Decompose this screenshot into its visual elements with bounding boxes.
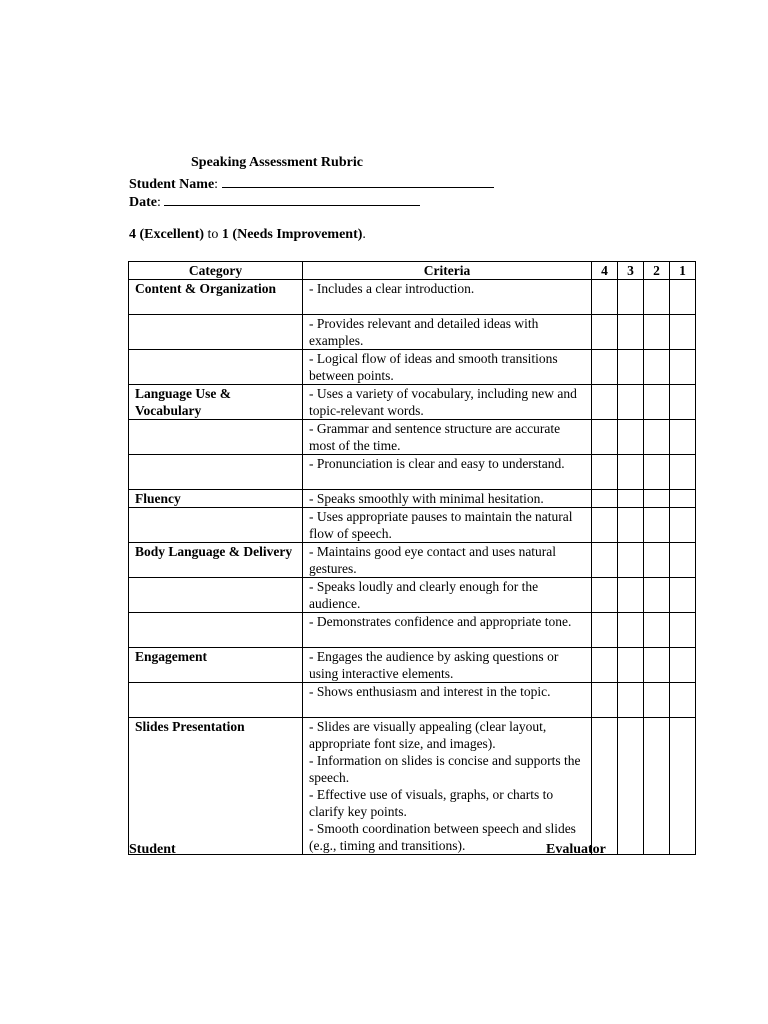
score-cell-3[interactable] <box>618 420 644 455</box>
score-cell-4[interactable] <box>592 350 618 385</box>
score-cell-1[interactable] <box>670 455 696 490</box>
table-row <box>129 385 696 420</box>
category-cell: Language Use & Vocabulary <box>129 385 303 420</box>
table-row <box>129 455 696 490</box>
category-cell <box>129 683 303 718</box>
score-cell-2[interactable] <box>644 350 670 385</box>
header-score-1: 1 <box>670 262 696 280</box>
scale-low: 1 (Needs Improvement) <box>221 227 363 242</box>
date-field: Date: <box>129 193 420 211</box>
score-cell-2[interactable] <box>644 718 670 855</box>
date-blank <box>164 193 420 206</box>
score-cell-4[interactable] <box>592 420 618 455</box>
score-cell-3[interactable] <box>618 385 644 420</box>
criteria-text: - Shows enthusiasm and interest in the topic. <box>309 684 551 699</box>
criteria-text: - Provides relevant and detailed ideas with examples. <box>309 316 539 348</box>
criteria-cell <box>303 543 592 578</box>
score-cell-4[interactable] <box>592 280 618 315</box>
criteria-cell <box>303 455 592 490</box>
scale-description: 4 (Excellent) to 1 (Needs Improvement). <box>129 227 366 242</box>
table-row <box>129 420 696 455</box>
score-cell-1[interactable] <box>670 718 696 855</box>
score-cell-3[interactable] <box>618 543 644 578</box>
score-cell-4[interactable] <box>592 490 618 508</box>
criteria-text: - Slides are visually appealing (clear layout, appropriate font size, and images). <box>309 719 547 751</box>
criteria-cell <box>303 490 592 508</box>
score-cell-1[interactable] <box>670 683 696 718</box>
criteria-text: - Grammar and sentence structure are accurate most of the time. <box>309 421 561 453</box>
score-cell-2[interactable] <box>644 420 670 455</box>
criteria-text: - Speaks loudly and clearly enough for the audience. <box>309 579 539 611</box>
rubric-table <box>128 261 696 855</box>
score-cell-4[interactable] <box>592 683 618 718</box>
criteria-text: - Includes a clear introduction. <box>309 281 475 296</box>
criteria-text: - Uses appropriate pauses to maintain the natural flow of speech. <box>309 509 573 541</box>
criteria-text: - Logical flow of ideas and smooth transitions between points. <box>309 351 558 383</box>
score-cell-2[interactable] <box>644 508 670 543</box>
score-cell-1[interactable] <box>670 578 696 613</box>
criteria-text: - Smooth coordination between speech and slides (e.g., timing and transitions). <box>309 821 576 853</box>
category-cell: Content & Organization <box>129 280 303 315</box>
score-cell-3[interactable] <box>618 718 644 855</box>
score-cell-2[interactable] <box>644 543 670 578</box>
score-cell-4[interactable] <box>592 648 618 683</box>
score-cell-1[interactable] <box>670 648 696 683</box>
score-cell-3[interactable] <box>618 350 644 385</box>
criteria-cell <box>303 613 592 648</box>
score-cell-2[interactable] <box>644 280 670 315</box>
header-category: Category <box>129 262 303 280</box>
header-score-4: 4 <box>592 262 618 280</box>
score-cell-4[interactable] <box>592 613 618 648</box>
table-row <box>129 280 696 315</box>
criteria-text: - Maintains good eye contact and uses natural gestures. <box>309 544 557 576</box>
category-cell: Fluency <box>129 490 303 508</box>
table-row <box>129 613 696 648</box>
criteria-cell <box>303 280 592 315</box>
category-cell <box>129 578 303 613</box>
score-cell-3[interactable] <box>618 455 644 490</box>
student-name-blank <box>222 175 494 188</box>
category-cell <box>129 508 303 543</box>
table-row <box>129 508 696 543</box>
criteria-text: - Engages the audience by asking questions or using interactive elements. <box>309 649 559 681</box>
score-cell-1[interactable] <box>670 280 696 315</box>
score-cell-4[interactable] <box>592 385 618 420</box>
header-score-3: 3 <box>618 262 644 280</box>
criteria-text: - Pronunciation is clear and easy to understand. <box>309 456 565 471</box>
criteria-cell <box>303 420 592 455</box>
criteria-text: - Uses a variety of vocabulary, including new and topic-relevant words. <box>309 386 577 418</box>
criteria-cell <box>303 385 592 420</box>
score-cell-2[interactable] <box>644 385 670 420</box>
table-row <box>129 315 696 350</box>
date-label: Date <box>129 195 157 210</box>
score-cell-4[interactable] <box>592 455 618 490</box>
category-cell: Body Language & Delivery <box>129 543 303 578</box>
score-cell-1[interactable] <box>670 543 696 578</box>
score-cell-2[interactable] <box>644 578 670 613</box>
table-row <box>129 490 696 508</box>
score-cell-2[interactable] <box>644 455 670 490</box>
score-cell-3[interactable] <box>618 613 644 648</box>
scale-high: 4 (Excellent) <box>129 227 205 242</box>
criteria-cell <box>303 350 592 385</box>
score-cell-1[interactable] <box>670 613 696 648</box>
category-cell: Slides Presentation <box>129 718 303 855</box>
table-row <box>129 718 696 855</box>
category-cell <box>129 455 303 490</box>
student-name-field: Student Name: <box>129 175 494 193</box>
criteria-cell <box>303 315 592 350</box>
score-cell-4[interactable] <box>592 315 618 350</box>
score-cell-4[interactable] <box>592 718 618 855</box>
score-cell-4[interactable] <box>592 508 618 543</box>
score-cell-3[interactable] <box>618 490 644 508</box>
score-cell-3[interactable] <box>618 508 644 543</box>
evaluator-signature-label: Evaluator <box>546 842 606 857</box>
score-cell-1[interactable] <box>670 508 696 543</box>
score-cell-2[interactable] <box>644 683 670 718</box>
score-cell-2[interactable] <box>644 648 670 683</box>
category-cell <box>129 420 303 455</box>
student-name-label: Student Name <box>129 177 215 192</box>
criteria-text: - Information on slides is concise and supports the speech. <box>309 753 581 785</box>
criteria-cell <box>303 648 592 683</box>
table-row <box>129 648 696 683</box>
criteria-text: - Demonstrates confidence and appropriate tone. <box>309 614 572 629</box>
score-cell-3[interactable] <box>618 648 644 683</box>
score-cell-3[interactable] <box>618 578 644 613</box>
criteria-cell <box>303 578 592 613</box>
student-signature-label: Student <box>129 842 176 857</box>
table-row <box>129 578 696 613</box>
score-cell-1[interactable] <box>670 350 696 385</box>
score-cell-3[interactable] <box>618 315 644 350</box>
score-cell-1[interactable] <box>670 385 696 420</box>
score-cell-2[interactable] <box>644 613 670 648</box>
table-row <box>129 543 696 578</box>
score-cell-3[interactable] <box>618 683 644 718</box>
criteria-text: - Effective use of visuals, graphs, or charts to clarify key points. <box>309 787 554 819</box>
criteria-cell <box>303 508 592 543</box>
header-score-2: 2 <box>644 262 670 280</box>
score-cell-2[interactable] <box>644 490 670 508</box>
table-header-row <box>129 262 696 280</box>
table-row <box>129 350 696 385</box>
criteria-text: - Speaks smoothly with minimal hesitation. <box>309 491 544 506</box>
criteria-cell <box>303 683 592 718</box>
score-cell-4[interactable] <box>592 578 618 613</box>
score-cell-4[interactable] <box>592 543 618 578</box>
header-criteria: Criteria <box>303 262 592 280</box>
page-title: Speaking Assessment Rubric <box>191 155 363 170</box>
score-cell-1[interactable] <box>670 490 696 508</box>
score-cell-1[interactable] <box>670 315 696 350</box>
criteria-cell <box>303 718 592 855</box>
score-cell-1[interactable] <box>670 420 696 455</box>
category-cell <box>129 315 303 350</box>
score-cell-2[interactable] <box>644 315 670 350</box>
score-cell-3[interactable] <box>618 280 644 315</box>
category-cell <box>129 350 303 385</box>
category-cell <box>129 613 303 648</box>
category-cell: Engagement <box>129 648 303 683</box>
table-row <box>129 683 696 718</box>
